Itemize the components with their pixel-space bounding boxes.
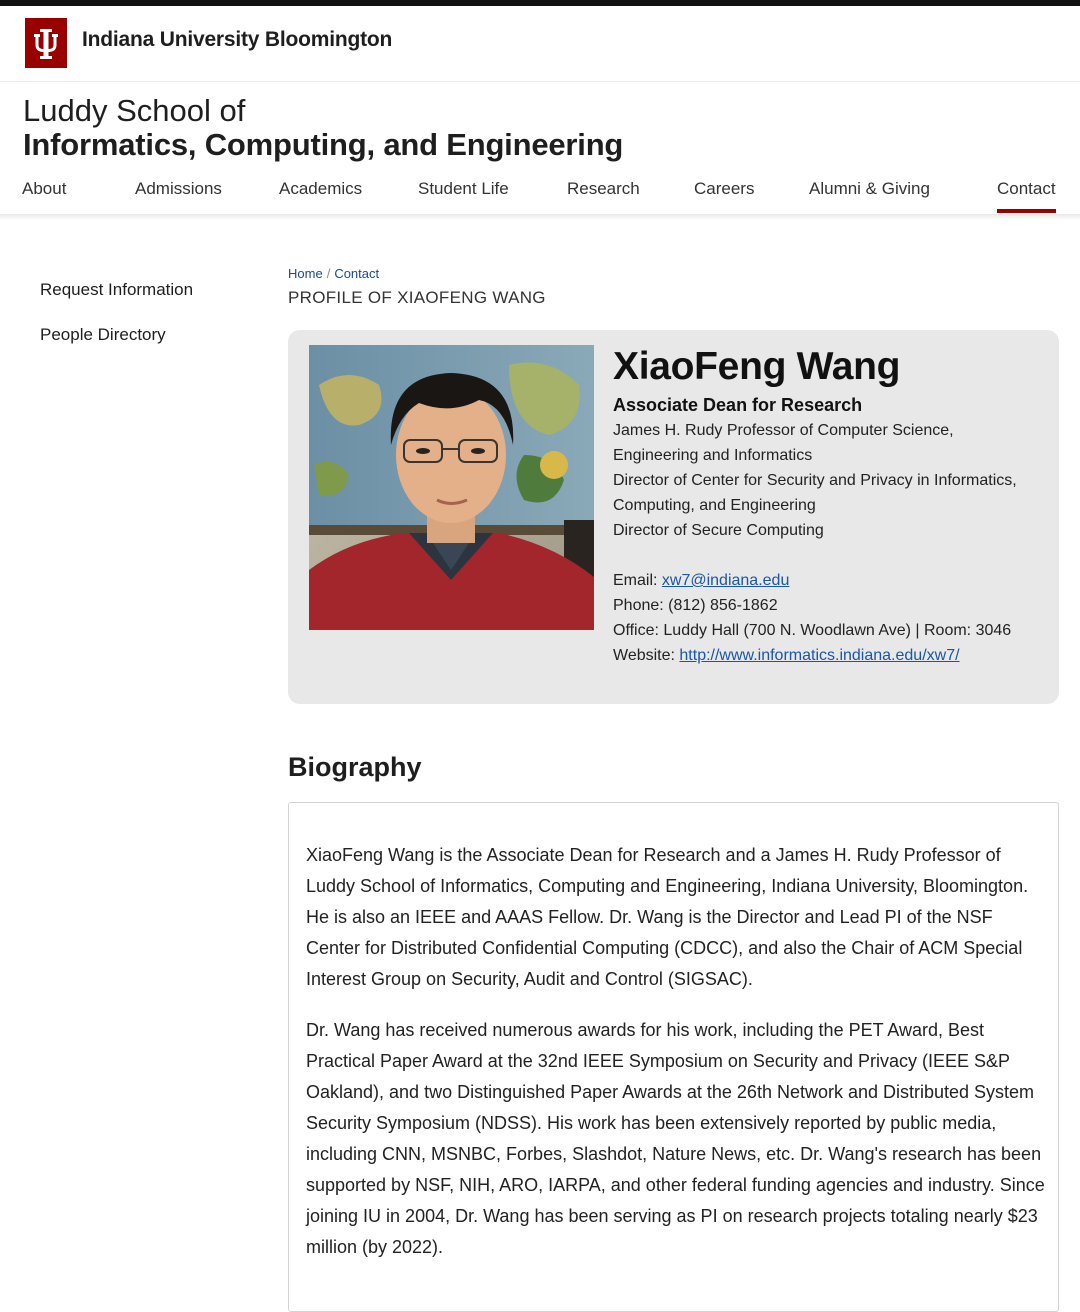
nav-academics[interactable]: Academics — [279, 179, 363, 198]
nav-alumni-giving[interactable]: Alumni & Giving — [809, 179, 930, 198]
person-role: James H. Rudy Professor of Computer Science, Engineering and Informatics — [613, 422, 954, 464]
email-label: Email: — [613, 572, 658, 589]
phone-row — [613, 593, 1033, 618]
breadcrumb-contact[interactable]: Contact — [334, 266, 380, 281]
person-role: Director of Secure Computing — [613, 522, 824, 539]
nav-research[interactable]: Research — [567, 179, 640, 198]
breadcrumb-separator: / — [326, 266, 331, 281]
breadcrumb — [288, 266, 379, 281]
website-row — [613, 643, 1033, 668]
contact-details — [613, 568, 1033, 668]
nav-about[interactable]: About — [22, 179, 67, 198]
nav-student-life[interactable]: Student Life — [418, 179, 509, 198]
biography-paragraph: XiaoFeng Wang is the Associate Dean for Research and a James H. Rudy Professor of Luddy School of Informatics, Computing and Engineering, Indiana University, Bloomington. He is also an IEEE and AAAS Fellow. Dr. Wang is the Director and Lead PI of the NSF Center for Distributed Confidential Computing (CDCC), and also the Chair of ACM Special Interest Group on Security, Audit and Control (SIGSAC). — [306, 845, 1029, 989]
phone-value: (812) 856-1862 — [668, 597, 778, 614]
main-nav — [0, 179, 1080, 215]
school-name-line1[interactable]: Luddy School of — [23, 93, 246, 128]
email-link[interactable]: xw7@indiana.edu — [661, 572, 790, 589]
person-role: Director of Center for Security and Privacy in Informatics, Computing, and Engineering — [613, 472, 1017, 514]
website-link[interactable]: http://www.informatics.indiana.edu/xw7/ — [679, 647, 960, 664]
office-value: Luddy Hall (700 N. Woodlawn Ave) | Room: 3046 — [663, 622, 1012, 639]
person-name: XiaoFeng Wang — [613, 345, 901, 388]
iu-brand-bar — [0, 6, 1080, 82]
biography-heading: Biography — [288, 752, 422, 782]
nav-contact[interactable]: Contact — [997, 179, 1056, 198]
iu-name[interactable]: Indiana University Bloomington — [82, 28, 393, 51]
sidebar-item-people-directory[interactable]: People Directory — [40, 325, 166, 344]
website-label: Website: — [613, 647, 675, 664]
sidebar-item-request-information[interactable]: Request Information — [40, 280, 194, 299]
biography-paragraph: Dr. Wang has received numerous awards for his work, including the PET Award, Best Practical Paper Award at the 32nd IEEE Symposium on Security and Privacy (IEEE S&P Oakland), and two Distinguished Paper Awards at the 26th Network and Distributed System Security Symposium (NDSS). His work has been extensively reported by public media, including CNN, MSNBC, Forbes, Slashdot, Nature News, etc. Dr. Wang's research has been supported by NSF, NIH, ARO, IARPA, and other federal funding agencies and industry. Since joining IU in 2004, Dr. Wang has been serving as PI on research projects totaling nearly $23 million (by 2022). — [306, 1020, 1045, 1257]
person-title: Associate Dean for Research — [613, 395, 863, 415]
biography-box — [288, 802, 1059, 1312]
nav-admissions[interactable]: Admissions — [135, 179, 222, 198]
school-name-line2[interactable]: Informatics, Computing, and Engineering — [23, 127, 624, 162]
profile-photo — [309, 345, 594, 630]
office-label: Office: — [613, 622, 659, 639]
breadcrumb-home[interactable]: Home — [288, 266, 323, 281]
school-header — [0, 83, 1080, 217]
nav-careers[interactable]: Careers — [694, 179, 755, 198]
page-title: PROFILE OF XIAOFENG WANG — [288, 288, 546, 307]
email-row — [613, 568, 1033, 593]
phone-label: Phone: — [613, 597, 664, 614]
profile-info — [613, 344, 1033, 668]
profile-card — [288, 330, 1059, 704]
nav-divider — [0, 214, 1080, 220]
office-row — [613, 618, 1033, 643]
iu-trident-logo[interactable] — [25, 18, 67, 68]
